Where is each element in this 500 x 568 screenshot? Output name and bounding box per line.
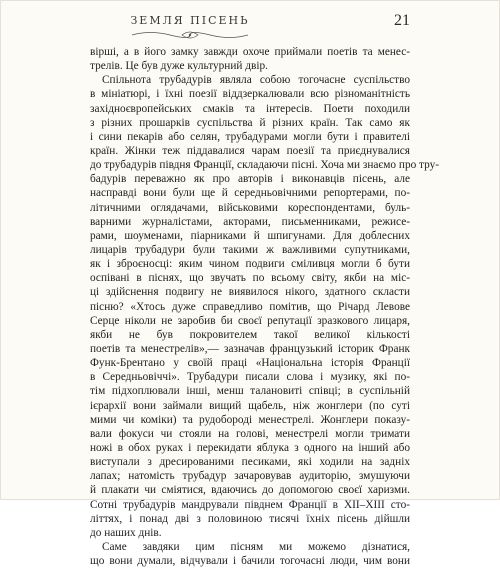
text-line: лапах; натомість трубадур зачаровував аудиторію, змушуючи bbox=[90, 470, 410, 483]
text-line: Функ-Брентано у своїй праці «Національна історія Франції bbox=[90, 357, 410, 370]
text-line: пісню? «Хтось дуже справедливо помітив, що Річард Левове bbox=[90, 300, 410, 313]
text-line: бадурів переважно як про авторів і виконавців пісень, але bbox=[90, 173, 410, 186]
text-line: в мініатюрі, і їхні поезії віддзеркалювали всю різноманітність bbox=[90, 88, 410, 101]
text-line: Спільнота трубадурів являла собою тогочасне суспільство bbox=[102, 74, 410, 87]
page-header bbox=[90, 10, 410, 42]
ornament-flourish-icon bbox=[130, 30, 250, 40]
text-line: поетів та менестрелів»,— зазначав французький історик Франк bbox=[90, 342, 410, 355]
text-line: і сини пекарів або селян, трубадурами могли бути і правителі bbox=[90, 130, 410, 143]
text-line: виступали з дресированими песиками, які ходили на задніх bbox=[90, 456, 410, 469]
text-line: тім підхоплювали інші, менш талановиті співці; в суспільній bbox=[90, 385, 410, 398]
text-line: лицарів трубадури були такими ж важливими супутниками, bbox=[90, 243, 410, 256]
text-line: ці здійснення подвигу не виявилося нікого, здатного скласти bbox=[90, 286, 410, 299]
text-line: літичними оглядачами, військовими кореспондентами, буль- bbox=[90, 201, 410, 214]
text-line: насправді вони були ще й середньовічними репортерами, по- bbox=[90, 187, 410, 200]
text-line: оспівані в піснях, що звучать по всьому світу, якби на міс- bbox=[90, 272, 410, 285]
text-line: в Середньовіччі». Трубадури писали слова і музику, які по- bbox=[90, 371, 410, 384]
text-line: літтях, і понад дві з половиною тисячі їхніх пісень дійшли bbox=[90, 512, 410, 525]
text-line: вали фокуси чи стояли на голові, менестрелі могли тримати bbox=[90, 427, 410, 440]
text-line: ієрархії вони займали вищий щабель, ніж жонглери (по суті bbox=[90, 399, 410, 412]
text-line: вірші, а в його замку завжди охоче приймали поетів та менес- bbox=[90, 46, 410, 58]
text-line: Сотні трубадурів мандрували півднем Франції в XII–XIII сто- bbox=[90, 498, 410, 511]
page-number: 21 bbox=[394, 12, 410, 29]
text-line: трелів. Це був дуже культурний двір. bbox=[90, 60, 268, 73]
running-title: ЗЕМЛЯ ПІСЕНЬ bbox=[130, 14, 250, 27]
text-line: варними журналістами, акторами, письменниками, режисе- bbox=[90, 215, 410, 228]
text-line: Серце ніколи не заробив би своєї репутації зразкового лицаря, bbox=[90, 314, 410, 327]
text-line: й плакати чи сміятися, вдаючись до допомогою своєї харизми. bbox=[90, 484, 410, 497]
text-line: як і зброєносці: яким чином подвиги сміливця могли б бути bbox=[90, 258, 410, 271]
text-line: до трубадурів півдня Франції, складаючи пісні. Хоча ми знаємо про тру- bbox=[90, 159, 440, 172]
text-line: країн. Жінки теж піддавалися чарам поезії та приєднувалися bbox=[90, 144, 410, 157]
text-line: Саме завдяки цим пісням ми можемо дізнатися, bbox=[102, 540, 410, 553]
text-line: якби не був покровителем такої великої кількості bbox=[90, 328, 410, 341]
text-line: до наших днів. bbox=[90, 526, 162, 539]
body-text bbox=[90, 45, 440, 568]
text-line: мими чи коміки) та рудобороді менестрелі. Жонглери показу- bbox=[90, 413, 410, 426]
text-line: ножі в обох руках і перекидати яблука з одного на інший або bbox=[90, 441, 410, 454]
text-line: західноєвропейських смаків та інтересів. Поети походили bbox=[90, 102, 410, 115]
text-line: з різних прошарків суспільства й різних країн. Так само як bbox=[90, 116, 410, 129]
text-line: рами, шоуменами, піарниками й шпигунами. Для доблесних bbox=[90, 229, 410, 242]
text-line: що вони думали, відчували і бачили тогочасні люди, чим вони bbox=[90, 555, 410, 568]
